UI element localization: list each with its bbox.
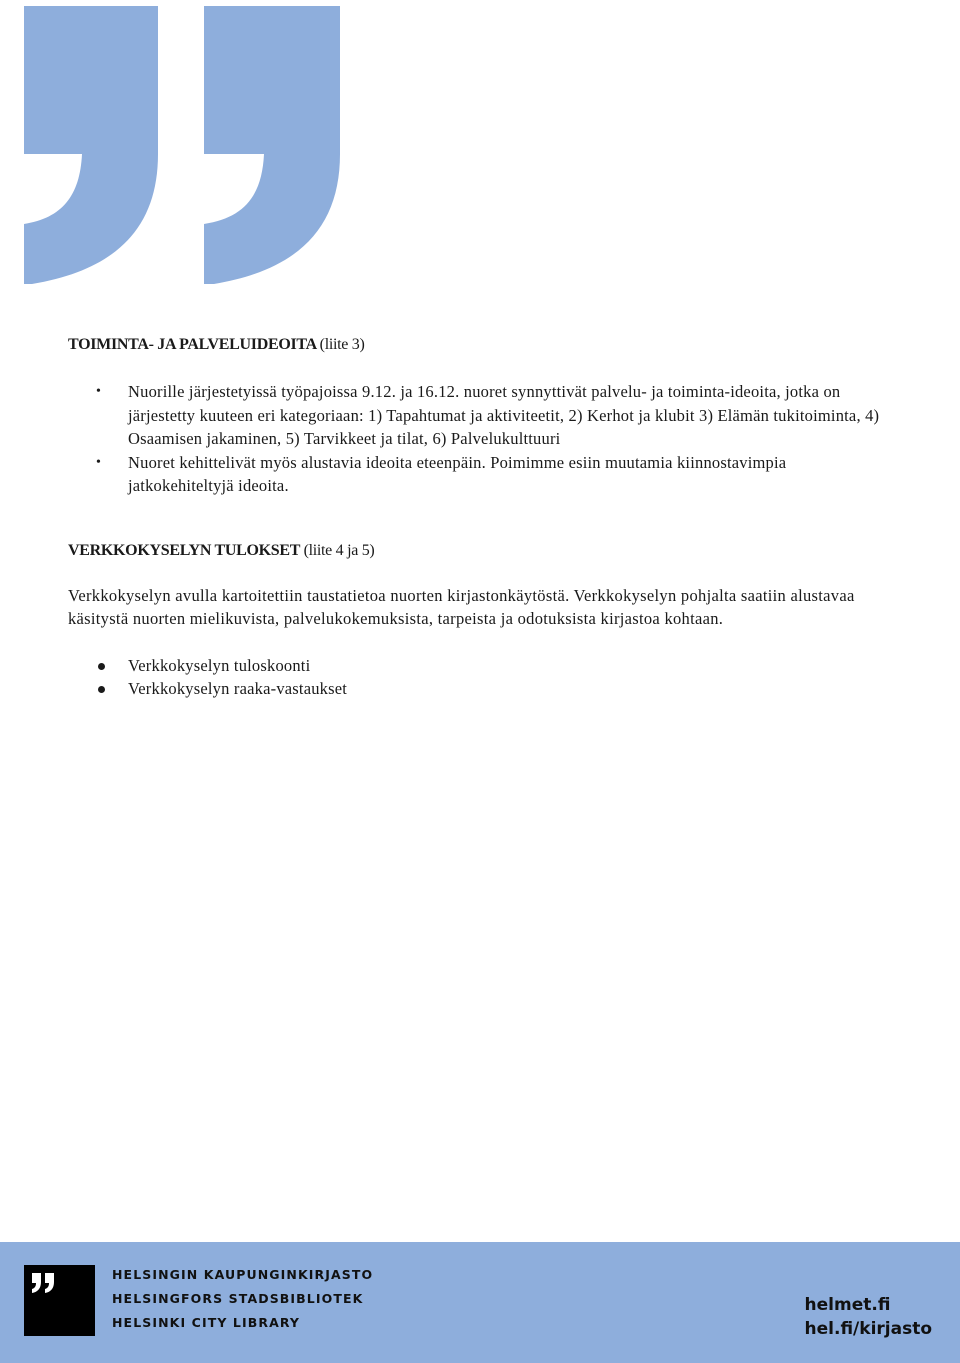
section-title-text: VERKKOKYSELYN TULOKSET: [68, 541, 300, 559]
library-name-fi: HELSINGIN KAUPUNGINKIRJASTO: [112, 1267, 374, 1282]
survey-raw-answers-link[interactable]: Verkkokyselyn raaka-vastaukset: [68, 677, 888, 701]
survey-links-list: [68, 654, 888, 701]
section-title-suffix: (liite 4 ja 5): [303, 541, 375, 559]
quote-logo-icon: [24, 1265, 95, 1336]
library-name-sv: HELSINGFORS STADSBIBLIOTEK: [112, 1291, 364, 1306]
survey-summary-link[interactable]: Verkkokyselyn tuloskoonti: [68, 654, 888, 678]
web-links: [805, 1293, 932, 1341]
section-title-suffix: (liite 3): [319, 336, 365, 353]
library-names: [112, 1267, 373, 1339]
large-closing-quote-icon: [24, 6, 344, 284]
helmet-link[interactable]: helmet.fi: [804, 1295, 891, 1315]
library-logo: [24, 1265, 95, 1336]
section-title-text: TOIMINTA- JA PALVELUIDEOITA: [68, 336, 316, 353]
section-title-survey-results: [68, 542, 888, 560]
section-title-activity-ideas: [68, 336, 888, 354]
activity-ideas-list: [68, 380, 888, 498]
library-website-link[interactable]: hel.fi/kirjasto: [804, 1319, 932, 1339]
footer-banner: [0, 1242, 960, 1363]
library-name-en: HELSINKI CITY LIBRARY: [112, 1315, 301, 1330]
survey-description: Verkkokyselyn avulla kartoitettiin taustatietoa nuorten kirjastonkäytöstä. Verkkokyselyn pohjalta saatiin alustavaa käsitystä nuorten mielikuvista, palvelukokemuksista, tarpeista ja odotuksista kirjastoa kohtaan.: [68, 585, 855, 628]
list-item: • Nuoret kehittelivät myös alustavia ideoita eteenpäin. Poimimme esiin muutamia kiinnostavimpia jatkokehiteltyjä ideoita.: [68, 451, 888, 498]
list-item: • Nuorille järjestetyissä työpajoissa 9.12. ja 16.12. nuoret synnyttivät palvelu- ja toiminta-ideoita, jotka on järjestetty kuuteen eri kategoriaan: 1) Tapahtumat ja aktiviteetit, 2) Kerhot ja klubit 3) Elämän tukitoiminta, 4) Osaamisen jakaminen, 5) Tarvikkeet ja tilat, 6) Palvelukulttuuri: [68, 380, 888, 451]
main-content: [68, 330, 888, 701]
